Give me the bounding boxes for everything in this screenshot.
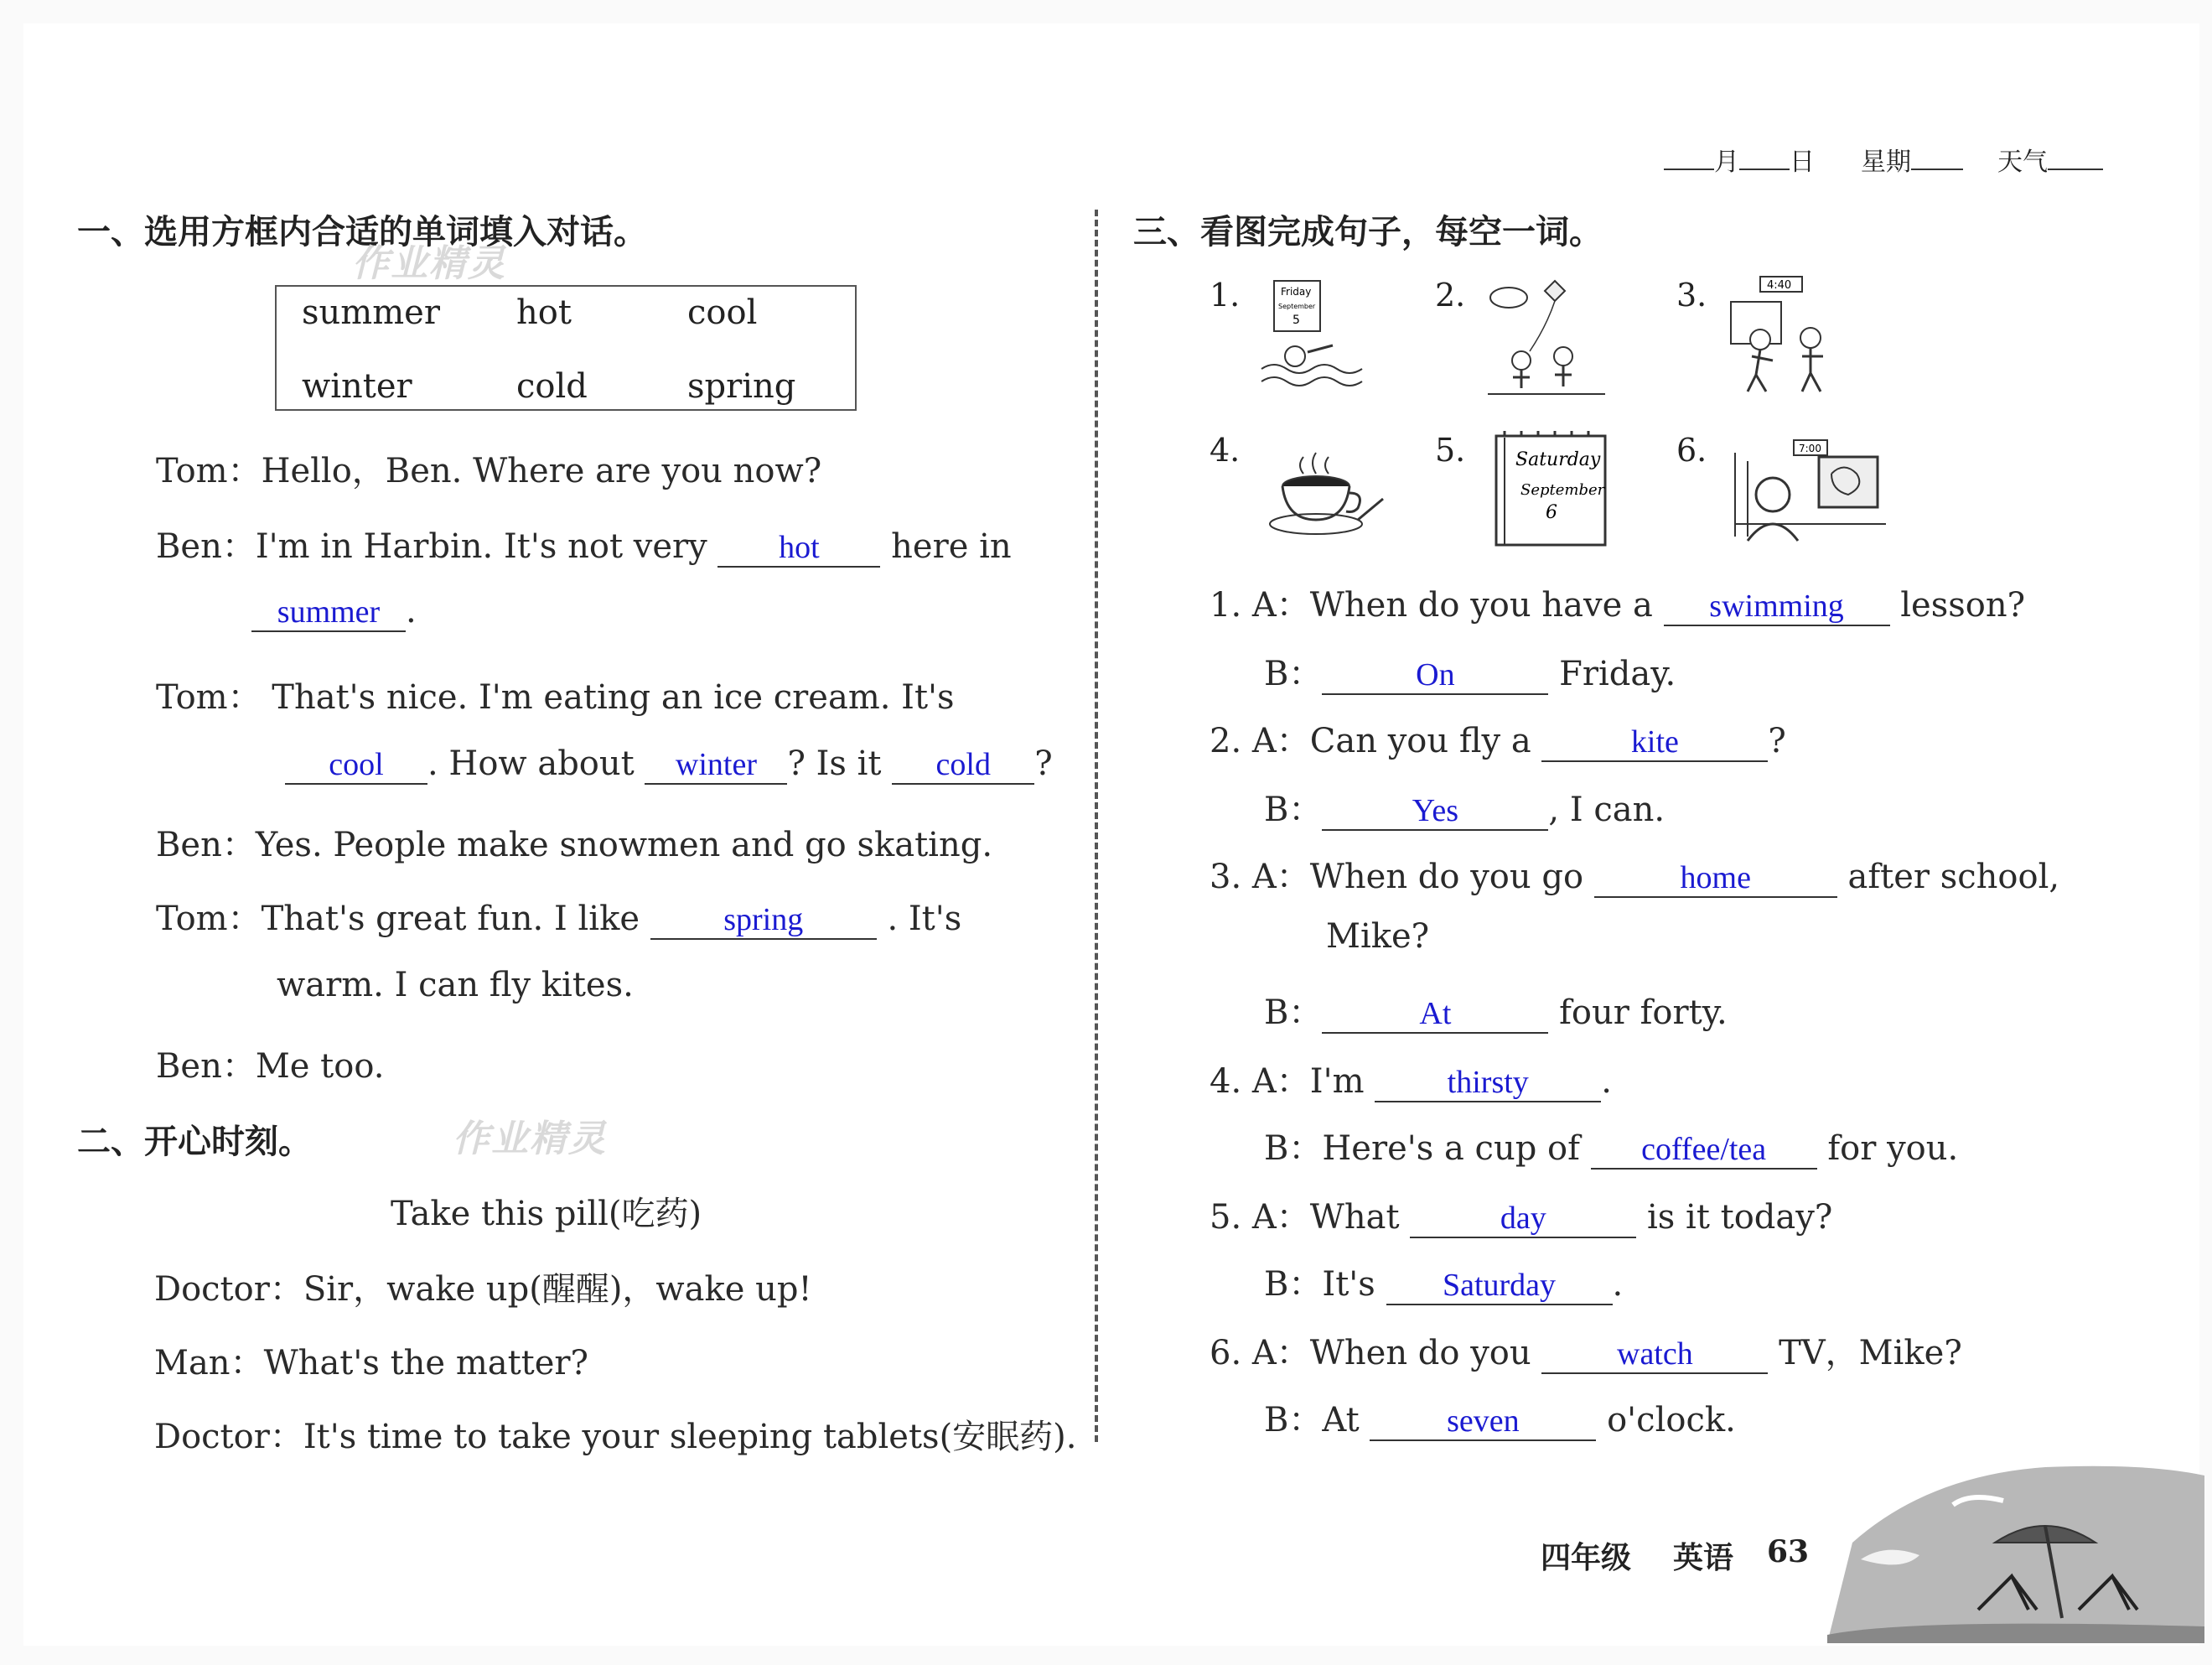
q6-line-a: 6. A：When do you watch TV，Mike?: [1210, 1334, 1962, 1372]
q2-line-b: B： Yes , I can.: [1264, 791, 1665, 829]
dialogue-line: Ben：I'm in Harbin. It's not very hot here in: [156, 527, 1012, 566]
section1-title: 一、选用方框内合适的单词填入对话。: [77, 213, 647, 252]
answer-blank[interactable]: seven: [1370, 1403, 1596, 1441]
kite-picture: [1484, 272, 1609, 398]
dialogue-line: summer .: [251, 592, 417, 632]
q1-line-a: 1. A：When do you have a swimming lesson?: [1210, 586, 2026, 625]
answer-blank[interactable]: On: [1322, 656, 1548, 695]
dialogue-line: Tom：Hello，Ben. Where are you now?: [156, 452, 822, 490]
date-month: 月 日: [1664, 141, 1815, 178]
pic-number: 3.: [1676, 277, 1707, 314]
section3-title: 三、看图完成句子，每空一词。: [1133, 213, 1603, 252]
swimming-picture: [1257, 277, 1366, 394]
svg-text:September: September: [1278, 303, 1316, 310]
word-box: [275, 285, 857, 411]
answer-blank[interactable]: home: [1594, 859, 1837, 898]
svg-text:September: September: [1520, 481, 1605, 499]
word-option: cool: [687, 293, 758, 332]
word-option: summer: [302, 293, 440, 332]
svg-text:7:00: 7:00: [1799, 443, 1821, 454]
q4-line-a: 4. A：I'm thirsty .: [1210, 1062, 1612, 1101]
word-option: hot: [516, 293, 572, 332]
dialogue-line: warm. I can fly kites.: [277, 966, 634, 1004]
pic-number: 6.: [1676, 432, 1707, 469]
svg-text:Friday: Friday: [1281, 286, 1312, 298]
svg-text:Saturday: Saturday: [1515, 449, 1601, 470]
pic-number: 5.: [1435, 432, 1466, 469]
q3-line-b: B： At four forty.: [1264, 993, 1728, 1032]
calendar-picture: [1492, 428, 1618, 553]
answer-blank[interactable]: summer: [251, 594, 406, 632]
word-option: cold: [516, 367, 588, 406]
answer-blank[interactable]: spring: [650, 901, 877, 940]
q3-line-a: 3. A：When do you go home after school,: [1210, 858, 2060, 896]
watermark: 作业精灵: [352, 242, 506, 285]
story-line: Man：What's the matter?: [154, 1344, 588, 1382]
q3-extra: Mike?: [1326, 917, 1430, 956]
answer-blank[interactable]: Yes: [1322, 792, 1548, 831]
answer-blank[interactable]: winter: [645, 746, 787, 785]
svg-text:4:40: 4:40: [1767, 279, 1792, 292]
story-title: Take this pill(吃药): [391, 1195, 702, 1233]
svg-text:6: 6: [1546, 502, 1557, 523]
answer-blank[interactable]: cool: [285, 746, 427, 785]
footer-grade: 四年级: [1541, 1541, 1632, 1575]
section2-title: 二、开心时刻。: [77, 1123, 312, 1161]
answer-blank[interactable]: Saturday: [1386, 1267, 1613, 1305]
q2-line-a: 2. A：Can you fly a kite ?: [1210, 722, 1786, 760]
date-weather: 天气: [1997, 141, 2103, 178]
pic-number: 1.: [1210, 277, 1241, 314]
q6-line-b: B：At seven o'clock.: [1264, 1401, 1736, 1439]
tv-picture: [1727, 436, 1894, 545]
q4-line-b: B：Here's a cup of coffee/tea for you.: [1264, 1129, 1959, 1168]
q5-line-a: 5. A：What day is it today?: [1210, 1198, 1833, 1237]
go-home-picture: [1727, 272, 1852, 398]
pic-number: 4.: [1210, 432, 1241, 469]
page-number: 63: [1767, 1534, 1810, 1569]
watermark: 作业精灵: [453, 1118, 607, 1160]
story-line: Doctor：It's time to take your sleeping tablets(安眠药).: [154, 1418, 1077, 1456]
word-option: spring: [687, 367, 796, 406]
beach-illustration: [1827, 1442, 2204, 1643]
answer-blank[interactable]: day: [1410, 1200, 1636, 1238]
coffee-cup-picture: [1266, 444, 1391, 545]
answer-blank[interactable]: hot: [717, 529, 880, 568]
answer-blank[interactable]: watch: [1541, 1336, 1768, 1374]
dialogue-line: Tom：That's great fun. I like spring . It's: [156, 900, 962, 938]
dialogue-line: Tom： That's nice. I'm eating an ice cream. It's: [156, 678, 955, 717]
dialogue-line: cool . How about winter ? Is it cold ?: [285, 744, 1053, 785]
answer-blank[interactable]: coffee/tea: [1591, 1131, 1817, 1170]
footer-subject: 英语: [1673, 1541, 1734, 1575]
answer-blank[interactable]: cold: [892, 746, 1034, 785]
date-weekday: 星期: [1861, 141, 1963, 178]
pic-number: 2.: [1435, 277, 1466, 314]
answer-blank[interactable]: swimming: [1664, 588, 1890, 626]
answer-blank[interactable]: thirsty: [1375, 1064, 1601, 1102]
dialogue-line: Ben：Yes. People make snowmen and go skating.: [156, 826, 993, 864]
svg-text:5: 5: [1292, 314, 1300, 327]
q1-line-b: B： On Friday.: [1264, 655, 1676, 693]
q5-line-b: B：It's Saturday .: [1264, 1265, 1624, 1304]
dialogue-line: Ben：Me too.: [156, 1047, 385, 1086]
column-divider: [1095, 210, 1098, 1442]
word-option: winter: [302, 367, 412, 406]
story-line: Doctor：Sir，wake up(醒醒)，wake up!: [154, 1270, 812, 1309]
answer-blank[interactable]: kite: [1541, 724, 1768, 762]
answer-blank[interactable]: At: [1322, 995, 1548, 1034]
